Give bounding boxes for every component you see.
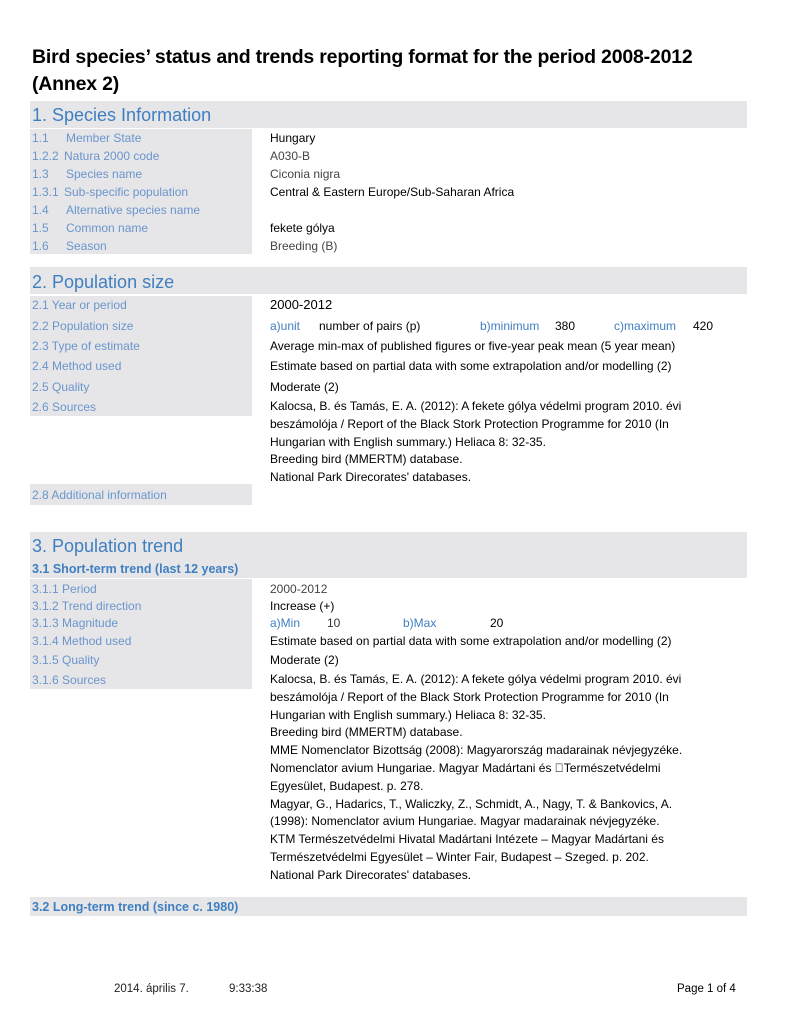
source-line: Hungarian with English summary.) Heliaca 8: 32-35. [270, 707, 546, 722]
period-value: 2000-2012 [270, 582, 328, 596]
type-of-estimate-value: Average min-max of published figures or five-year peak mean (5 year mean) [270, 339, 676, 353]
s1-row-label: Member State [66, 131, 142, 145]
s1-row-label: Common name [66, 221, 149, 235]
short-term-trend-heading: 3.1 Short-term trend (last 12 years) [32, 562, 239, 576]
year-period-value: 2000-2012 [270, 297, 333, 312]
source-line: beszámolója / Report of the Black Stork Protection Programme for 2010 (In [270, 416, 669, 431]
source-line: National Park Direcorates' databases. [270, 867, 472, 882]
s1-row-label: Season [66, 239, 107, 253]
magnitude-min-value: 10 [327, 616, 341, 630]
section-1-heading: 1. Species Information [32, 105, 212, 125]
maximum-value: 420 [693, 319, 714, 333]
s1-row-num: 1.1 [32, 131, 49, 145]
section-2-heading: 2. Population size [32, 272, 175, 292]
trend-quality-label: 3.1.5 Quality [32, 653, 100, 667]
trend-method-value: Estimate based on partial data with some extrapolation and/or modelling (2) [270, 634, 672, 648]
year-period-label: 2.1 Year or period [32, 298, 127, 312]
source-line: MME Nomenclator Bizottság (2008): Magyarország madarainak névjegyzéke. [270, 743, 683, 758]
unit-value: number of pairs (p) [319, 319, 421, 333]
source-line: KTM Természetvédelmi Hivatal Madártani Intézete – Magyar Madártani és [270, 832, 664, 847]
source-line: Egyesület, Budapest. p. 278. [270, 778, 424, 793]
section-2-label-column [30, 296, 252, 416]
method-used-label: 2.4 Method used [32, 359, 122, 373]
quality-label: 2.5 Quality [32, 380, 90, 394]
member-state-value: Hungary [270, 131, 316, 145]
source-line: National Park Direcorates' databases. [270, 470, 472, 485]
source-line: Hungarian with English summary.) Heliaca 8: 32-35. [270, 434, 546, 449]
s1-row-label: Sub-specific population [64, 185, 189, 199]
natura-code-value: A030-B [270, 149, 311, 163]
minimum-label: b)minimum [480, 319, 540, 333]
season-value: Breeding (B) [270, 239, 338, 253]
s1-row-num: 1.3.1 [32, 185, 59, 199]
s1-row-num: 1.6 [32, 239, 49, 253]
magnitude-max-label: b)Max [403, 616, 437, 630]
s1-row-label: Alternative species name [66, 203, 201, 217]
trend-direction-label: 3.1.2 Trend direction [32, 599, 142, 613]
type-of-estimate-label: 2.3 Type of estimate [32, 339, 140, 353]
trend-quality-value: Moderate (2) [270, 653, 339, 667]
source-line: Nomenclator avium Hungariae. Magyar Madártani és  Természetvédelmi [270, 760, 661, 775]
magnitude-max-value: 20 [490, 616, 504, 630]
section-3-heading: 3. Population trend [32, 536, 184, 556]
s1-row-label: Species name [66, 167, 143, 181]
trend-sources-list [270, 671, 740, 885]
sources-label: 2.6 Sources [32, 400, 97, 414]
method-used-value: Estimate based on partial data with some extrapolation and/or modelling (2) [270, 359, 672, 373]
page-number: Page 1 of 4 [677, 983, 736, 995]
sources-list [270, 398, 740, 487]
title-line-2: (Annex 2) [32, 73, 120, 95]
magnitude-min-label: a)Min [270, 616, 301, 630]
document-title [32, 44, 762, 98]
title-line-1: Bird species’ status and trends reporting format for the period 2008-2012 [32, 46, 693, 68]
maximum-label: c)maximum [614, 319, 676, 333]
s1-row-num: 1.3 [32, 167, 49, 181]
magnitude-label: 3.1.3 Magnitude [32, 616, 119, 630]
minimum-value: 380 [555, 319, 576, 333]
source-line: (1998): Nomenclator avium Hungariae. Magyar madarainak névjegyzéke. [270, 814, 660, 829]
common-name-value: fekete gólya [270, 221, 335, 235]
source-line: beszámolója / Report of the Black Stork Protection Programme for 2010 (In [270, 689, 669, 704]
source-line: Breeding bird (MMERTM) database. [270, 452, 463, 467]
additional-info-label: 2.8 Additional information [32, 488, 167, 502]
long-term-trend-heading: 3.2 Long-term trend (since c. 1980) [32, 900, 239, 914]
s1-row-num: 1.2.2 [32, 149, 59, 163]
sub-specific-population-value: Central & Eastern Europe/Sub-Saharan Africa [270, 185, 515, 199]
trend-sources-label: 3.1.6 Sources [32, 673, 107, 687]
source-line: Kalocsa, B. és Tamás, E. A. (2012): A fekete gólya védelmi program 2010. évi [270, 672, 682, 686]
trend-method-label: 3.1.4 Method used [32, 634, 132, 648]
species-name-value: Ciconia nigra [270, 167, 341, 181]
trend-direction-value: Increase (+) [270, 599, 335, 613]
unit-label: a)unit [270, 319, 301, 333]
quality-value: Moderate (2) [270, 380, 339, 394]
source-line: Magyar, G., Hadarics, T., Waliczky, Z., Schmidt, A., Nagy, T. & Bankovics, A. [270, 796, 673, 811]
s1-row-num: 1.4 [32, 203, 49, 217]
footer-date: 2014. április 7. [114, 983, 189, 995]
period-label: 3.1.1 Period [32, 582, 97, 596]
source-line: Természetvédelmi Egyesület – Winter Fair, Budapest – Szeged. p. 202. [270, 849, 649, 864]
s1-row-label: Natura 2000 code [64, 149, 160, 163]
footer-time: 9:33:38 [229, 983, 268, 995]
s1-row-num: 1.5 [32, 221, 49, 235]
source-line: Kalocsa, B. és Tamás, E. A. (2012): A fekete gólya védelmi program 2010. évi [270, 399, 682, 413]
population-size-label: 2.2 Population size [32, 319, 134, 333]
source-line: Breeding bird (MMERTM) database. [270, 725, 463, 740]
